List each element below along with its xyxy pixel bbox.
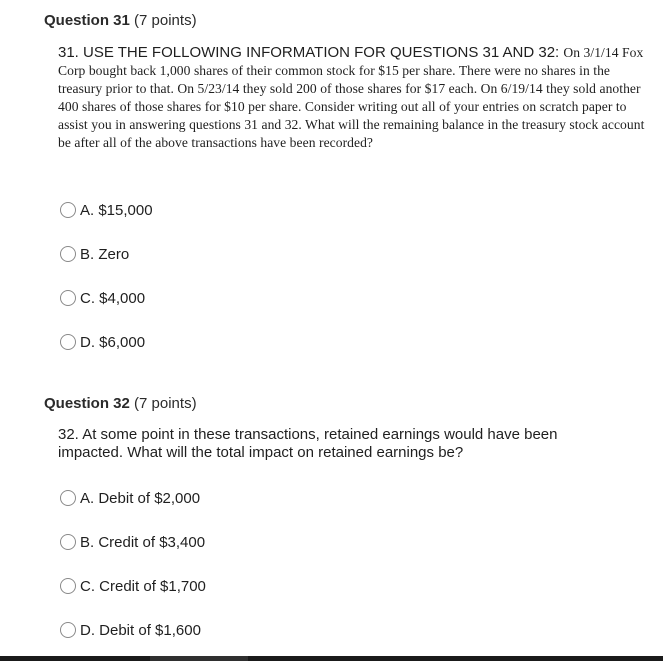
question-32-points: (7 points) [134, 395, 197, 412]
q32-option-a-label: A. Debit of $2,000 [80, 489, 201, 507]
question-31-header [44, 12, 197, 29]
radio-button[interactable] [60, 490, 76, 506]
q31-option-a-label: A. $15,000 [80, 201, 153, 219]
bottom-bar-segment [0, 656, 150, 661]
question-32-prompt: 32. At some point in these transactions, retained earnings would have been impacted. What will the total impact on retained earnings be? [58, 426, 558, 461]
q31-option-b[interactable] [60, 243, 129, 265]
q31-option-c-label: C. $4,000 [80, 289, 146, 307]
q32-option-c[interactable] [60, 575, 206, 597]
radio-button[interactable] [60, 622, 76, 638]
q31-option-d-label: D. $6,000 [80, 333, 146, 351]
question-31-points: (7 points) [134, 12, 197, 29]
radio-button[interactable] [60, 534, 76, 550]
radio-button[interactable] [60, 578, 76, 594]
bottom-bar-segment [248, 656, 663, 661]
radio-button[interactable] [60, 290, 76, 306]
question-31-prompt [58, 44, 654, 152]
question-31-prompt-head: 31. USE THE FOLLOWING INFORMATION FOR QUESTIONS 31 AND 32: [58, 44, 564, 61]
q31-option-b-label: B. Zero [80, 245, 130, 263]
q31-option-d[interactable] [60, 331, 145, 353]
q32-option-b-label: B. Credit of $3,400 [80, 533, 206, 551]
q31-option-a[interactable] [60, 199, 153, 221]
q32-option-d-label: D. Debit of $1,600 [80, 621, 201, 639]
question-31-prompt-body: On 3/1/14 Fox Corp bought back 1,000 shares of their common stock for $15 per share. There were no shares in the treasury prior to that. On 5/23/14 they sold 200 of those shares for $17 each. On 6/19/14 they sold another 400 shares of those shares for $10 per share. Consider writing out all of your entries on scratch paper to assist you in answering questions 31 and 32. What will the remaining balance in the treasury stock account be after all of the above transactions have been recorded? [58, 45, 645, 150]
q32-option-c-label: C. Credit of $1,700 [80, 577, 206, 595]
question-32-header [44, 395, 197, 412]
q32-option-a[interactable] [60, 487, 200, 509]
q32-option-b[interactable] [60, 531, 205, 553]
radio-button[interactable] [60, 246, 76, 262]
q31-option-c[interactable] [60, 287, 145, 309]
radio-button[interactable] [60, 334, 76, 350]
bottom-bar [0, 656, 663, 661]
q32-option-d[interactable] [60, 619, 201, 641]
question-32-title: Question 32 [44, 395, 130, 412]
question-31-title: Question 31 [44, 12, 130, 29]
radio-button[interactable] [60, 202, 76, 218]
